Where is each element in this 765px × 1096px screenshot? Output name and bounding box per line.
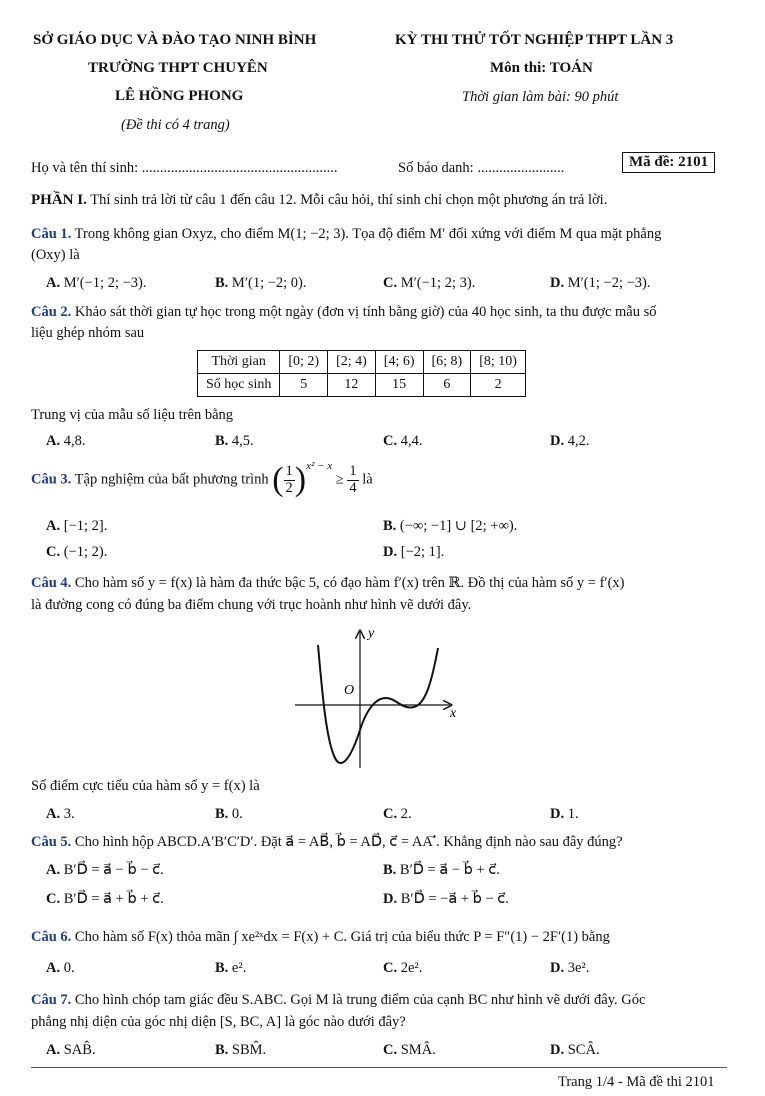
q1-option-a[interactable]: A. M′(−1; 2; −3). [46, 275, 147, 291]
student-name-field: Họ và tên thí sinh: ...................................................... [31, 160, 338, 176]
question-5 [31, 834, 623, 851]
q2-option-a[interactable]: A. 4,8. [46, 433, 86, 449]
q3-rhs-operator: ≥ [335, 471, 344, 488]
exam-title: KỲ THI THỬ TỐT NGHIỆP THPT LẦN 3 [395, 32, 674, 48]
q1-text: Trong không gian Oxyz, cho điểm M(1; −2; 3). Tọa độ điểm M′ đối xứng với điểm M qua mặt phẳng [71, 226, 662, 242]
table-cell: [8; 10) [471, 351, 526, 374]
left-paren: ( [272, 461, 284, 498]
q4-derivative-graph [290, 620, 475, 770]
q2-text: Khảo sát thời gian tự học trong một ngày (đơn vị tính bằng giờ) của 40 học sinh, ta thu được mẫu số [71, 304, 657, 320]
table-cell: 2 [471, 374, 526, 397]
table-cell: [4; 6) [375, 351, 423, 374]
q2-option-c[interactable]: C. 4,4. [383, 433, 423, 449]
q7-option-c[interactable]: C. SMÂ. [383, 1042, 436, 1058]
part-1-instructions [31, 192, 607, 209]
derivative-curve [318, 645, 438, 763]
q5-option-c[interactable]: C. B′D⃗ = a⃗ + b⃗ + c⃗. [46, 891, 164, 907]
table-cell: [0; 2) [280, 351, 328, 374]
q5-option-b[interactable]: B. B′D⃗ = a⃗ − b⃗ + c⃗. [383, 862, 500, 878]
part-1-title: PHẦN I. [31, 192, 87, 208]
department-name: SỞ GIÁO DỤC VÀ ĐÀO TẠO NINH BÌNH [33, 32, 317, 48]
q3-label: Câu 3. [31, 471, 72, 488]
x-axis-label: x [450, 706, 457, 721]
exam-code-box: Mã đề: 2101 [622, 152, 715, 173]
q3-option-a[interactable]: A. [−1; 2]. [46, 518, 108, 534]
table-row [198, 351, 526, 374]
school-name-line2: LÊ HỒNG PHONG [115, 88, 244, 104]
q2-option-d[interactable]: D. 4,2. [550, 433, 590, 449]
q2-question: Trung vị của mẫu số liệu trên bằng [31, 407, 234, 423]
q7-option-b[interactable]: B. SBM̂. [215, 1042, 267, 1058]
page-footer: Trang 1/4 - Mã đề thi 2101 [558, 1074, 715, 1090]
q1-option-b[interactable]: B. M′(1; −2; 0). [215, 275, 307, 291]
table-row [198, 374, 526, 397]
q7-text: Cho hình chóp tam giác đều S.ABC. Gọi M là trung điểm của cạnh BC như hình vẽ dưới đây. Góc [71, 992, 646, 1008]
q2-frequency-table [197, 350, 526, 397]
q7-label: Câu 7. [31, 992, 72, 1008]
table-cell: 5 [280, 374, 328, 397]
q6-option-b[interactable]: B. e². [215, 960, 247, 976]
y-axis-label: y [368, 626, 375, 641]
q5-text: Cho hình hộp ABCD.A′B′C′D′. Đặt a⃗ = AB⃗, b⃗ = AD⃗, c⃗ = AA′⃗. Khẳng định nào sau đây đúng? [71, 834, 623, 850]
school-name-line1: TRƯỜNG THPT CHUYÊN [88, 60, 268, 76]
q6-label: Câu 6. [31, 929, 72, 945]
q3-text: Tập nghiệm của bất phương trình [71, 471, 269, 488]
q7-option-a[interactable]: A. SAB̂. [46, 1042, 96, 1058]
q3-option-d[interactable]: D. [−2; 1]. [383, 544, 445, 560]
part-1-text: Thí sinh trả lời từ câu 1 đến câu 12. Mỗi câu hỏi, thí sinh chỉ chọn một phương án trả lời. [86, 192, 608, 208]
q6-text: Cho hàm số F(x) thỏa mãn ∫ xe²ˣdx = F(x) + C. Giá trị của biểu thức P = F″(1) − 2F′(1) bằng [71, 929, 610, 945]
right-paren: ) [294, 461, 307, 498]
q2-text-line2: liệu ghép nhóm sau [31, 325, 145, 341]
question-7 [31, 992, 645, 1009]
time-label: Thời gian làm bài: 90 phút [462, 89, 619, 105]
q6-option-c[interactable]: C. 2e². [383, 960, 423, 976]
table-cell: 12 [328, 374, 376, 397]
question-6 [31, 929, 610, 946]
q7-text-line2: phẳng nhị diện của góc nhị diện [S, BC, A] là góc nào dưới đây? [31, 1014, 406, 1030]
q6-option-a[interactable]: A. 0. [46, 960, 75, 976]
q4-text-line2: là đường cong có đúng ba điểm chung với trục hoành như hình vẽ dưới đây. [31, 597, 472, 613]
q1-label: Câu 1. [31, 226, 72, 242]
q4-option-c[interactable]: C. 2. [383, 806, 412, 822]
subject-label: Môn thi: TOÁN [490, 60, 593, 76]
q4-question: Số điểm cực tiểu của hàm số y = f(x) là [31, 778, 260, 794]
q5-option-d[interactable]: D. B′D⃗ = −a⃗ + b⃗ − c⃗. [383, 891, 509, 907]
q6-option-d[interactable]: D. 3e². [550, 960, 590, 976]
q2-option-b[interactable]: B. 4,5. [215, 433, 254, 449]
q3-rhs-fraction: $\frac{1}{4}$ [349, 463, 357, 496]
q4-option-d[interactable]: D. 1. [550, 806, 579, 822]
origin-label: O [344, 683, 355, 698]
q3-base-fraction: $\frac{1}{2}$ [285, 463, 293, 496]
q7-option-d[interactable]: D. SCÂ. [550, 1042, 600, 1058]
table-cell: Số học sinh [198, 374, 280, 397]
q2-label: Câu 2. [31, 304, 72, 320]
q4-option-b[interactable]: B. 0. [215, 806, 243, 822]
table-cell: 15 [375, 374, 423, 397]
student-id-field: Số báo danh: ........................ [398, 160, 565, 176]
q1-text-line2: (Oxy) là [31, 247, 80, 263]
q4-text: Cho hàm số y = f(x) là hàm đa thức bậc 5, có đạo hàm f′(x) trên ℝ. Đồ thị của hàm số y = f′(x) [71, 575, 625, 591]
q4-option-a[interactable]: A. 3. [46, 806, 75, 822]
table-cell: Thời gian [198, 351, 280, 374]
question-1 [31, 226, 661, 243]
q3-option-c[interactable]: C. (−1; 2). [46, 544, 108, 560]
q5-option-a[interactable]: A. B′D⃗ = a⃗ − b⃗ − c⃗. [46, 862, 164, 878]
pages-note: (Đề thi có 4 trang) [121, 117, 230, 133]
q1-option-d[interactable]: D. M′(1; −2; −3). [550, 275, 651, 291]
q4-label: Câu 4. [31, 575, 72, 591]
q5-label: Câu 5. [31, 834, 72, 850]
footer-divider [31, 1067, 727, 1068]
table-cell: [2; 4) [328, 351, 376, 374]
q3-exponent: x² − x [306, 460, 333, 473]
table-cell: 6 [423, 374, 471, 397]
q1-option-c[interactable]: C. M′(−1; 2; 3). [383, 275, 476, 291]
q3-tail: là [362, 471, 373, 488]
question-3 [31, 460, 373, 498]
q3-option-b[interactable]: B. (−∞; −1] ∪ [2; +∞). [383, 518, 518, 534]
question-2 [31, 304, 657, 321]
question-4 [31, 575, 624, 592]
table-cell: [6; 8) [423, 351, 471, 374]
